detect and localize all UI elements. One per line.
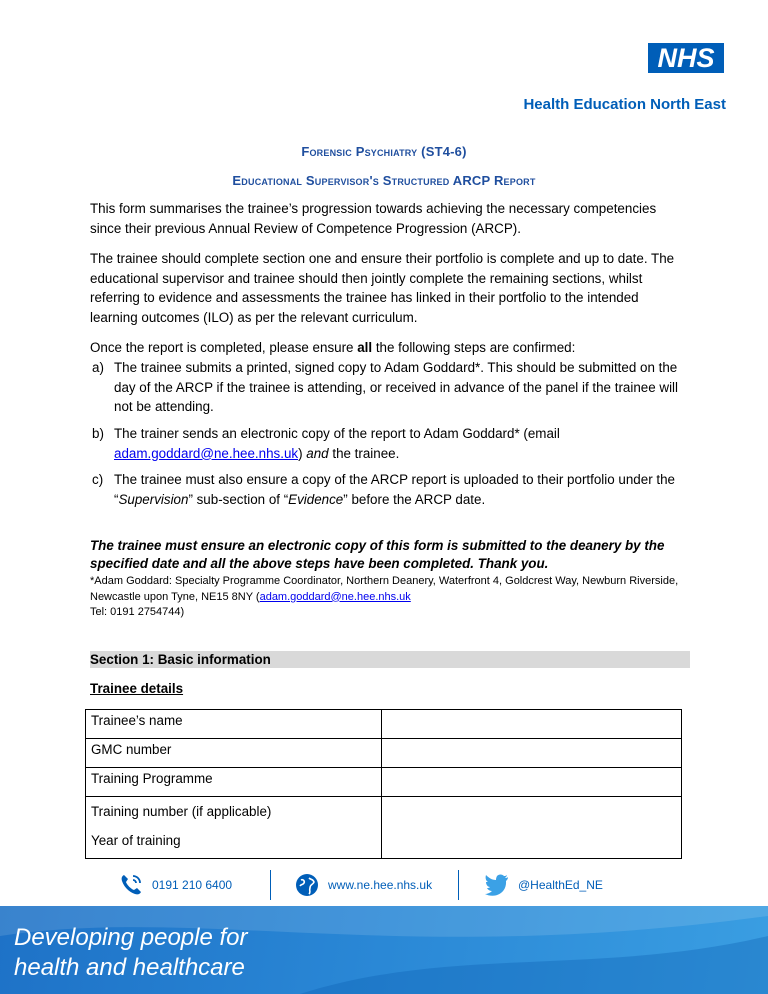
- step-b-post: the trainee.: [328, 445, 400, 461]
- step-c-italic-evidence: Evidence: [288, 491, 344, 507]
- form-subtitle: Educational Supervisor's Structured ARCP Report: [232, 173, 536, 188]
- intro-paragraph-1: This form summarises the trainee’s progression towards achieving the necessary competencies since their previous Annual Review of Competence Progression (ARCP).: [90, 201, 657, 236]
- contact-bar: [0, 870, 768, 900]
- step-c-italic-supervision: Supervision: [118, 491, 189, 507]
- training-number-year-field[interactable]: [382, 797, 682, 859]
- step-b-text: [114, 424, 682, 463]
- row-label-training-number-year: [86, 797, 382, 859]
- gmc-number-field[interactable]: [382, 739, 682, 768]
- contact-phone: [118, 870, 232, 900]
- step-b-mid: ): [298, 445, 307, 461]
- training-programme-field[interactable]: [382, 768, 682, 797]
- footnote: [90, 574, 690, 621]
- intro-paragraph-2: The trainee should complete section one and ensure their portfolio is complete and up to date. The educational supervisor and trainee should then jointly complete the remaining sections, whilst referring to evidence and assessments the trainee has linked in their portfolio to the intended learning outcomes (ILO) as per the relevant curriculum.: [90, 251, 675, 325]
- submission-note: The trainee must ensure an electronic copy of this form is submitted to the deanery by the specified date and all the above steps have been completed. Thank you.: [90, 538, 665, 571]
- intro-p3-post: the following steps are confirmed:: [372, 340, 576, 355]
- step-a-text: The trainee submits a printed, signed copy to Adam Goddard*. This should be submitted on the day of the ARCP if the trainee is attending, or received in advance of the panel if the trainee will not be attending.: [114, 360, 678, 415]
- table-row: [86, 739, 682, 768]
- divider: [458, 870, 459, 900]
- row-label-trainee-name: Trainee’s name: [86, 710, 382, 739]
- section-1-title: Section 1: Basic information: [90, 652, 271, 667]
- footer-banner: [0, 906, 768, 994]
- footnote-email-link[interactable]: adam.goddard@ne.hee.nhs.uk: [259, 590, 411, 603]
- step-b-label: b): [92, 426, 104, 441]
- step-a-label: a): [92, 360, 104, 375]
- footnote-tel: Tel: 0191 2754744): [90, 606, 185, 618]
- banner-line-1: Developing people for: [14, 924, 248, 951]
- contact-web: [294, 870, 432, 900]
- section-1-header: [90, 651, 690, 668]
- nhs-logo: NHS: [648, 43, 724, 73]
- table-row: [86, 710, 682, 739]
- intro-p3-bold: all: [357, 340, 373, 355]
- table-row: [86, 797, 682, 859]
- step-c-text: [114, 470, 682, 509]
- phone-number: 0191 210 6400: [152, 878, 233, 892]
- table-row: [86, 768, 682, 797]
- step-c-mid: ” sub-section of “: [188, 491, 289, 507]
- trainee-details-table: [85, 709, 682, 859]
- globe-icon: [294, 872, 320, 898]
- twitter-handle[interactable]: @HealthEd_NE: [518, 878, 603, 892]
- website-link[interactable]: www.ne.hee.nhs.uk: [328, 878, 433, 892]
- step-c-post: ” before the ARCP date.: [343, 491, 486, 507]
- row-label-training-programme: Training Programme: [86, 768, 382, 797]
- intro-p3-pre: Once the report is completed, please ensure: [90, 340, 358, 355]
- phone-icon: [118, 872, 144, 898]
- footnote-text: *Adam Goddard: Specialty Programme Coordinator, Northern Deanery, Waterfront 4, Goldcrest Way, Newburn Riverside, Newcastle upon Tyne, NE15 8NY (: [90, 575, 679, 603]
- step-b-pre: The trainer sends an electronic copy of the report to Adam Goddard* (email: [114, 426, 560, 441]
- step-b-italic: and: [306, 445, 329, 461]
- row-label-gmc-number: GMC number: [86, 739, 382, 768]
- intro-paragraph-3: [90, 338, 685, 358]
- org-name: Health Education North East: [523, 96, 726, 113]
- row-label-year-of-training: Year of training: [91, 833, 181, 848]
- row-label-training-number: Training number (if applicable): [91, 804, 272, 819]
- twitter-icon: [484, 873, 510, 897]
- step-c-pre: The trainee must also ensure a copy of the ARCP report is uploaded to their portfolio under the “: [114, 472, 676, 507]
- banner-line-2: health and healthcare: [14, 954, 245, 981]
- divider: [270, 870, 271, 900]
- step-c-label: c): [92, 472, 104, 487]
- trainee-name-field[interactable]: [382, 710, 682, 739]
- trainee-details-heading: Trainee details: [90, 681, 184, 696]
- form-title: Forensic Psychiatry (ST4-6): [301, 144, 467, 159]
- contact-twitter: [484, 870, 603, 900]
- step-b-email-link[interactable]: adam.goddard@ne.hee.nhs.uk: [114, 445, 299, 461]
